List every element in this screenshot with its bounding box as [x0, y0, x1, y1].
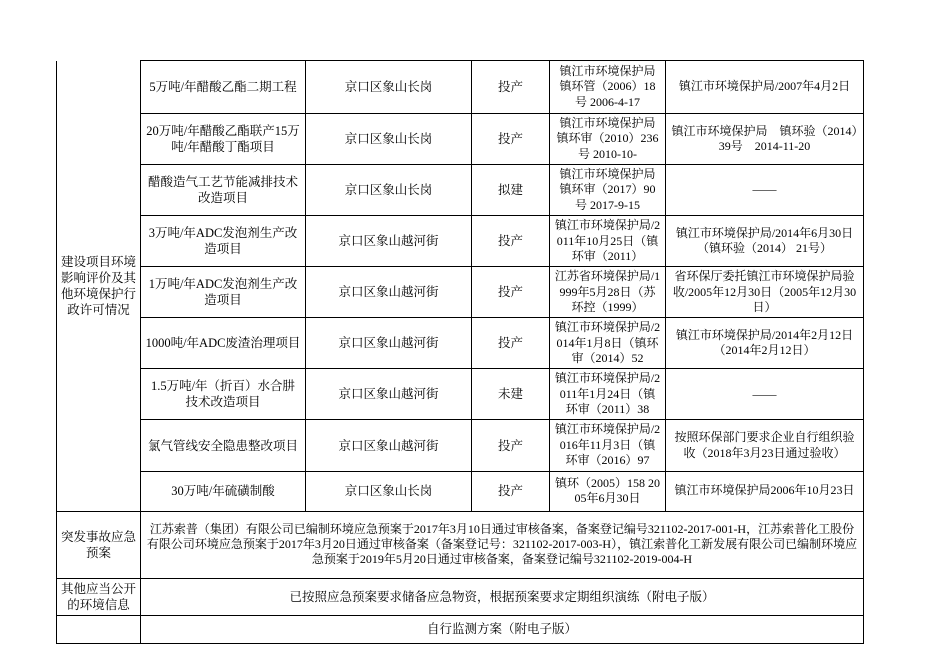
approval-cell: 镇江市环境保护局 镇环审（2017）90号 2017-9-15 — [550, 165, 666, 216]
project-name-cell: 3万吨/年ADC发泡剂生产改造项目 — [141, 216, 306, 267]
table-row — [57, 61, 864, 114]
acceptance-cell: 镇江市环境保护局 镇环验（2014）39号 2014-11-20 — [666, 114, 864, 165]
environmental-disclosure-table — [56, 60, 864, 644]
eia-section-label: 建设项目环境影响评价及其他环境保护行政许可情况 — [57, 61, 141, 512]
location-cell: 京口区象山越河街 — [306, 369, 472, 420]
table-row — [57, 114, 864, 165]
emergency-plan-label: 突发事故应急预案 — [57, 511, 141, 578]
acceptance-cell: 镇江市环境保护局/2007年4月2日 — [666, 61, 864, 114]
acceptance-cell: 按照环保部门要求企业自行组织验收（2018年3月23日通过验收） — [666, 420, 864, 471]
empty-label-cell — [57, 615, 141, 643]
emergency-plan-content: 江苏索普（集团）有限公司已编制环境应急预案于2017年3月10日通过审核备案，备案登记编号321102-2017-001-H，江苏索普化工股份有限公司环境应急预案于2017年3月20日通过审核备案（备案登记号：321102-2017-003-H），镇江索普化工新发展有限公司已编制环境应急预案于2019年5月20日通过审核备案，备案登记编号321102-2019-004-H — [141, 511, 864, 578]
acceptance-cell: —— — [666, 369, 864, 420]
table-row — [57, 578, 864, 615]
project-name-cell: 5万吨/年醋酸乙酯二期工程 — [141, 61, 306, 114]
acceptance-cell: 镇江市环境保护局2006年10月23日 — [666, 471, 864, 511]
location-cell: 京口区象山长岗 — [306, 61, 472, 114]
other-public-info-content: 已按照应急预案要求储备应急物资，根据预案要求定期组织演练（附电子版） — [141, 578, 864, 615]
table-row — [57, 165, 864, 216]
status-cell: 投产 — [472, 114, 550, 165]
table-row — [57, 267, 864, 318]
location-cell: 京口区象山长岗 — [306, 165, 472, 216]
project-name-cell: 30万吨/年硫磺制酸 — [141, 471, 306, 511]
location-cell: 京口区象山长岗 — [306, 114, 472, 165]
table-row — [57, 471, 864, 511]
approval-cell: 镇江市环境保护局/2011年1月24日（镇环审（2011）38 — [550, 369, 666, 420]
project-name-cell: 1000吨/年ADC废渣治理项目 — [141, 318, 306, 369]
approval-cell: 镇环（2005）158 2005年6月30日 — [550, 471, 666, 511]
approval-cell: 镇江市环境保护局 镇环管（2006）18号 2006-4-17 — [550, 61, 666, 114]
status-cell: 拟建 — [472, 165, 550, 216]
project-name-cell: 氯气管线安全隐患整改项目 — [141, 420, 306, 471]
status-cell: 投产 — [472, 216, 550, 267]
project-name-cell: 醋酸造气工艺节能减排技术改造项目 — [141, 165, 306, 216]
location-cell: 京口区象山越河街 — [306, 267, 472, 318]
approval-cell: 镇江市环境保护局/2011年10月25日（镇环审（2011） — [550, 216, 666, 267]
acceptance-cell: 镇江市环境保护局/2014年2月12日（2014年2月12日） — [666, 318, 864, 369]
location-cell: 京口区象山越河街 — [306, 420, 472, 471]
project-name-cell: 1.5万吨/年（折百）水合肼技术改造项目 — [141, 369, 306, 420]
location-cell: 京口区象山越河街 — [306, 216, 472, 267]
location-cell: 京口区象山越河街 — [306, 318, 472, 369]
table-row — [57, 511, 864, 578]
table-row — [57, 216, 864, 267]
status-cell: 投产 — [472, 471, 550, 511]
approval-cell: 镇江市环境保护局/2016年11月3日（镇环审（2016）97 — [550, 420, 666, 471]
approval-cell: 江苏省环境保护局/1999年5月28日（苏环控（1999） — [550, 267, 666, 318]
table-row — [57, 369, 864, 420]
project-name-cell: 20万吨/年醋酸乙酯联产15万吨/年醋酸丁酯项目 — [141, 114, 306, 165]
status-cell: 投产 — [472, 61, 550, 114]
approval-cell: 镇江市环境保护局 镇环审（2010）236号 2010-10- — [550, 114, 666, 165]
status-cell: 未建 — [472, 369, 550, 420]
acceptance-cell: 省环保厅委托镇江市环境保护局验收/2005年12月30日（2005年12月30日） — [666, 267, 864, 318]
location-cell: 京口区象山长岗 — [306, 471, 472, 511]
approval-cell: 镇江市环境保护局/2014年1月8日（镇环审（2014）52 — [550, 318, 666, 369]
table-row — [57, 318, 864, 369]
table-row — [57, 420, 864, 471]
self-monitoring-plan-content: 自行监测方案（附电子版） — [141, 615, 864, 643]
acceptance-cell: 镇江市环境保护局/2014年6月30日（镇环验（2014） 21号） — [666, 216, 864, 267]
project-name-cell: 1万吨/年ADC发泡剂生产改造项目 — [141, 267, 306, 318]
status-cell: 投产 — [472, 318, 550, 369]
acceptance-cell: —— — [666, 165, 864, 216]
status-cell: 投产 — [472, 420, 550, 471]
table-row — [57, 615, 864, 643]
status-cell: 投产 — [472, 267, 550, 318]
other-public-info-label: 其他应当公开的环境信息 — [57, 578, 141, 615]
